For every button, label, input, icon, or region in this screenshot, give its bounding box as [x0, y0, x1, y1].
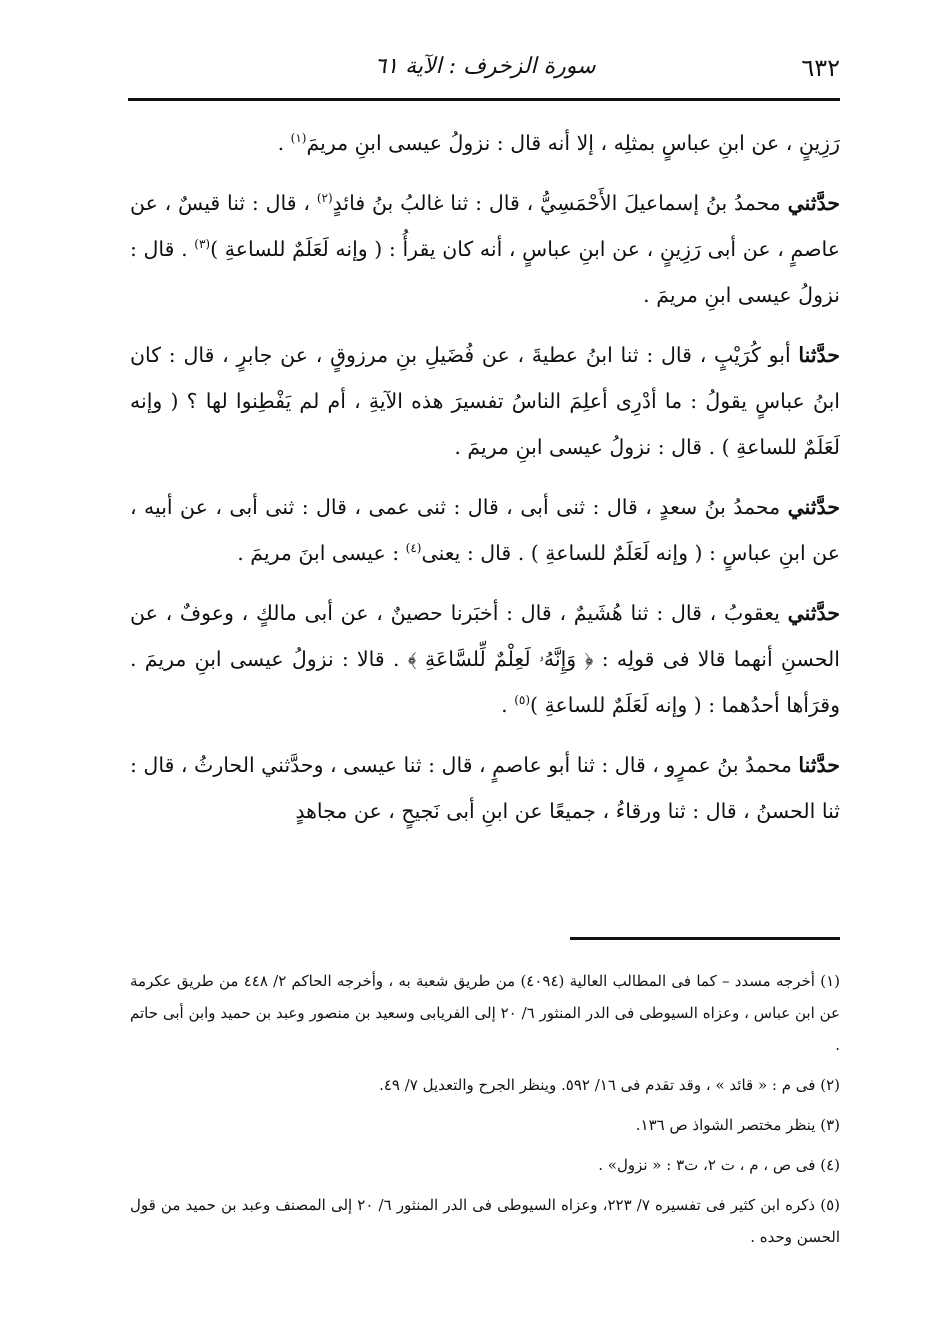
- paragraph-text: محمدُ بنُ إسماعيلَ الأَحْمَسِيُّ ، قال : ثنا غالبُ بنُ فائدٍ: [332, 191, 788, 215]
- page-number: ٦٣٢: [801, 54, 840, 82]
- footnote-ref: (٣): [194, 237, 211, 252]
- paragraph-text: أبو كُرَيْبٍ ، قال : ثنا ابنُ عطيةَ ، عن فُضَيلِ بنِ مرزوقٍ ، عن جابرٍ ، قال : كان ابنُ عباسٍ يقولُ : ما أدْرِى أعلِمَ الناسُ تفسيرَ هذه الآيةِ ، أم لم يَفْطِنوا لها ؟ ( وإنه لَعَلَمٌ للساعةِ ) . قال : نزولُ عيسى ابنِ مريمَ .: [130, 343, 840, 459]
- narration-word: حدَّثني: [787, 495, 840, 519]
- narration-word: حدَّثني: [787, 601, 840, 625]
- paragraph-text: رَزِينٍ ، عن ابنِ عباسٍ بمثلِه ، إلا أنه قال : نزولُ عيسى ابنِ مريمَ: [306, 131, 840, 155]
- footnotes: [130, 965, 840, 1261]
- paragraph-text: محمدُ بنُ سعدٍ ، قال : ثنى أبى ، قال : ثنى عمى ، قال : ثنى أبى ، عن أبيه ، عن ابنِ عباسٍ : ( وإنه لَعَلَمٌ للساعةِ ) . قال : يعنى: [130, 495, 840, 565]
- paragraph-tail: .: [501, 693, 515, 717]
- footnote-ref: (٤): [405, 541, 422, 556]
- page-header: [130, 50, 840, 90]
- footnote-3: (٣) ينظر مختصر الشواذ ص ١٣٦.: [635, 1116, 840, 1134]
- paragraph-5: [130, 590, 840, 728]
- footnote-ref: (٥): [514, 693, 531, 708]
- narration-word: حدَّثني: [787, 191, 841, 215]
- narration-word: حدَّثنا: [798, 753, 840, 777]
- footnote-divider: [570, 937, 840, 940]
- paragraph-text: يعقوبُ ، قال : ثنا هُشَيمٌ ، قال : أخبَرنا حصينٌ ، عن أبى مالكٍ ، وعوفٌ ، عن الحسنِ أنهما قالا فى قولِه : ﴿ وَإِنَّهُۥ لَعِلْمٌ لِّلسَّاعَةِ ﴾ . قالا : نزولُ عيسى ابنِ مريمَ . وقرَأها أحدُهما : ( وإنه لَعَلَمٌ للساعةِ ): [130, 601, 840, 717]
- paragraph-2: [130, 180, 840, 318]
- header-divider: [128, 98, 840, 101]
- footnote-1: (١) أخرجه مسدد – كما فى المطالب العالية (٤٠٩٤) من طريق شعبة به ، وأخرجه الحاكم ٢/ ٤٤٨ من طريق عكرمة عن ابن عباس ، وعزاه السيوطى فى الدر المنثور ٦/ ٢٠ إلى الفريابى وسعيد بن منصور وعبد بن حميد وابن أبى حاتم .: [130, 972, 840, 1054]
- paragraph-1: [130, 120, 840, 166]
- paragraph-4: [130, 484, 840, 576]
- main-text: [130, 120, 840, 848]
- paragraph-3: [130, 332, 840, 470]
- paragraph-tail: ، قال : ثنا قيسٌ ، عن عاصمٍ ، عن أبى رَزِينٍ ، عن ابنِ عباسٍ ، أنه كان يقرأُ : ( وإنه لَعَلَمٌ للساعةِ ): [130, 191, 840, 261]
- footnote-2: (٢) فى م : « قائد » ، وقد تقدم فى ١٦/ ٥٩٢. وينظر الجرح والتعديل ٧/ ٤٩.: [379, 1076, 840, 1094]
- paragraph-6: [130, 742, 840, 834]
- paragraph-tail: : عيسى ابنَ مريمَ .: [237, 541, 406, 565]
- footnote-ref: (٢): [316, 191, 333, 206]
- footnote-4: (٤) فى ص ، م ، ت ٢، ت٣ : « نزول» .: [598, 1156, 840, 1174]
- paragraph-tail: . قال : نزولُ عيسى ابنِ مريمَ .: [130, 237, 840, 307]
- footnote-5: (٥) ذكره ابن كثير فى تفسيره ٧/ ٢٢٣، وعزاه السيوطى فى الدر المنثور ٦/ ٢٠ إلى المصنف وعبد بن حميد من قول الحسن وحده .: [130, 1196, 840, 1246]
- paragraph-tail: .: [277, 131, 291, 155]
- running-title: سورة الزخرف : الآية ٦١: [374, 54, 596, 79]
- paragraph-text: محمدُ بنُ عمرٍو ، قال : ثنا أبو عاصمٍ ، قال : ثنا عيسى ، وحدَّثني الحارثُ ، قال : ثنا الحسنُ ، قال : ثنا ورقاءُ ، جميعًا عن ابنِ أبى نَجيحٍ ، عن مجاهدٍ: [130, 753, 840, 823]
- narration-word: حدَّثنا: [798, 343, 840, 367]
- footnote-ref: (١): [290, 131, 307, 146]
